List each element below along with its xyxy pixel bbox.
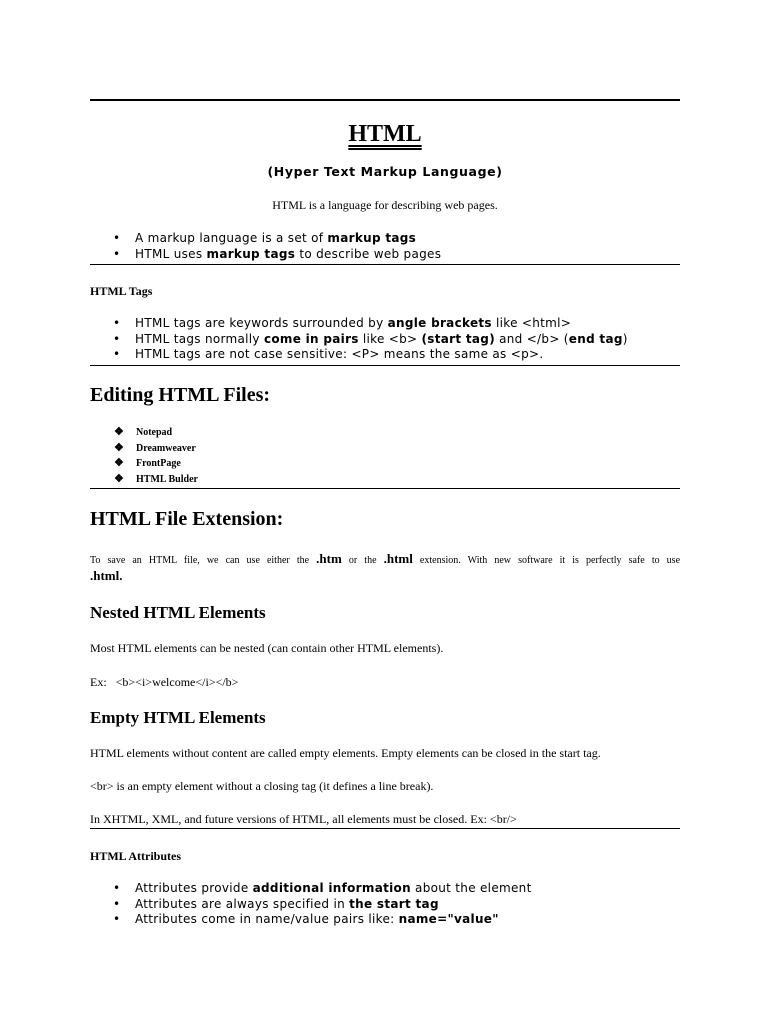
editor-name: FrontPage [136, 458, 181, 470]
tags-bullet-list [90, 316, 680, 363]
bullet-text: to describe web pages [295, 246, 442, 261]
diamond-bullet-icon: ❖ [114, 426, 124, 438]
bullet-icon: • [113, 246, 121, 261]
bullet-text: Attributes are always specified in [135, 896, 350, 911]
doc-subtitle: (Hyper Text Markup Language) [267, 164, 503, 179]
bullet-text: about the element [410, 881, 532, 895]
list-item [90, 897, 680, 913]
section-divider [90, 264, 680, 265]
bullet-text: like <b> [358, 331, 422, 346]
bullet-bold-text: additional information [252, 881, 411, 895]
editing-heading: Editing HTML Files: [90, 384, 271, 406]
paragraph-text: or the [341, 555, 384, 566]
diamond-bullet-icon: ❖ [114, 473, 124, 486]
list-item [90, 441, 198, 457]
list-item [90, 332, 680, 348]
editors-list [90, 425, 198, 488]
top-rule [90, 99, 680, 101]
empty-paragraph-3: In XHTML, XML, and future versions of HTML, all elements must be closed. Ex: <br/> [90, 812, 517, 826]
tags-heading: HTML Tags [90, 284, 153, 298]
extension-html-recommended: .html. [90, 568, 123, 583]
bullet-icon: • [113, 347, 121, 361]
list-item [90, 316, 680, 332]
bullet-text: HTML tags are keywords surrounded by [135, 316, 388, 330]
bullet-bold-text: angle brackets [387, 316, 492, 330]
extension-htm: .htm [316, 551, 342, 566]
list-item [90, 912, 680, 928]
section-divider [90, 828, 680, 829]
doc-title: HTML [348, 121, 422, 147]
list-item [90, 456, 198, 472]
bullet-bold-text: name="value" [398, 912, 499, 926]
intro-bullet-list [90, 231, 680, 262]
bullet-text: Attributes come in name/value pairs like: [135, 912, 399, 926]
list-item [90, 231, 680, 247]
empty-paragraph-1: HTML elements without content are called empty elements. Empty elements can be closed in the start tag. [90, 746, 601, 760]
diamond-bullet-icon: ❖ [114, 441, 124, 454]
empty-heading: Empty HTML Elements [90, 708, 266, 727]
nested-example: Ex: <b><i>welcome</i></b> [90, 675, 239, 689]
bullet-text: HTML uses [135, 246, 207, 261]
editor-name: HTML Bulder [136, 474, 198, 486]
bullet-bold-text: come in pairs [263, 331, 359, 346]
bullet-bold-text: markup tags [327, 231, 417, 245]
empty-paragraph-2: <br> is an empty element without a closing tag (it defines a line break). [90, 779, 434, 793]
list-item [90, 247, 680, 263]
paragraph-text: extension. With new software it is perfectly safe to use [412, 555, 681, 566]
extension-html: .html [383, 551, 413, 566]
bullet-bold-text: (start tag) [421, 331, 495, 346]
bullet-text: like <html> [491, 316, 572, 330]
bullet-text: Attributes provide [135, 881, 253, 895]
extension-paragraph [90, 551, 680, 567]
list-item [90, 881, 680, 897]
bullet-text: A markup language is a set of [135, 231, 328, 245]
list-item [90, 425, 198, 441]
section-divider [90, 365, 680, 366]
bullet-icon: • [113, 881, 121, 895]
attributes-heading: HTML Attributes [90, 849, 182, 863]
diamond-bullet-icon: ❖ [114, 457, 124, 470]
nested-heading: Nested HTML Elements [90, 603, 266, 622]
bullet-icon: • [113, 331, 121, 346]
bullet-text: HTML tags normally [135, 331, 264, 346]
bullet-text: and </b> ( [495, 331, 569, 346]
list-item [90, 472, 198, 488]
extension-heading: HTML File Extension: [90, 508, 284, 530]
list-item [90, 347, 680, 363]
intro-text: HTML is a language for describing web pages. [272, 198, 498, 212]
bullet-icon: • [113, 231, 121, 245]
bullet-bold-text: markup tags [206, 246, 296, 261]
editor-name: Notepad [136, 427, 173, 438]
bullet-bold-text: end tag [568, 331, 623, 346]
bullet-icon: • [113, 912, 121, 926]
nested-paragraph: Most HTML elements can be nested (can contain other HTML elements). [90, 641, 444, 655]
attributes-bullet-list [90, 881, 680, 928]
bullet-bold-text: the start tag [349, 896, 439, 911]
section-divider [90, 488, 680, 489]
bullet-text: HTML tags are not case sensitive: <P> means the same as <p>. [135, 347, 544, 361]
paragraph-text: To save an HTML file, we can use either the [90, 555, 317, 566]
editor-name: Dreamweaver [136, 442, 196, 454]
bullet-icon: • [113, 316, 121, 330]
bullet-text: ) [622, 331, 628, 346]
bullet-icon: • [113, 896, 121, 911]
